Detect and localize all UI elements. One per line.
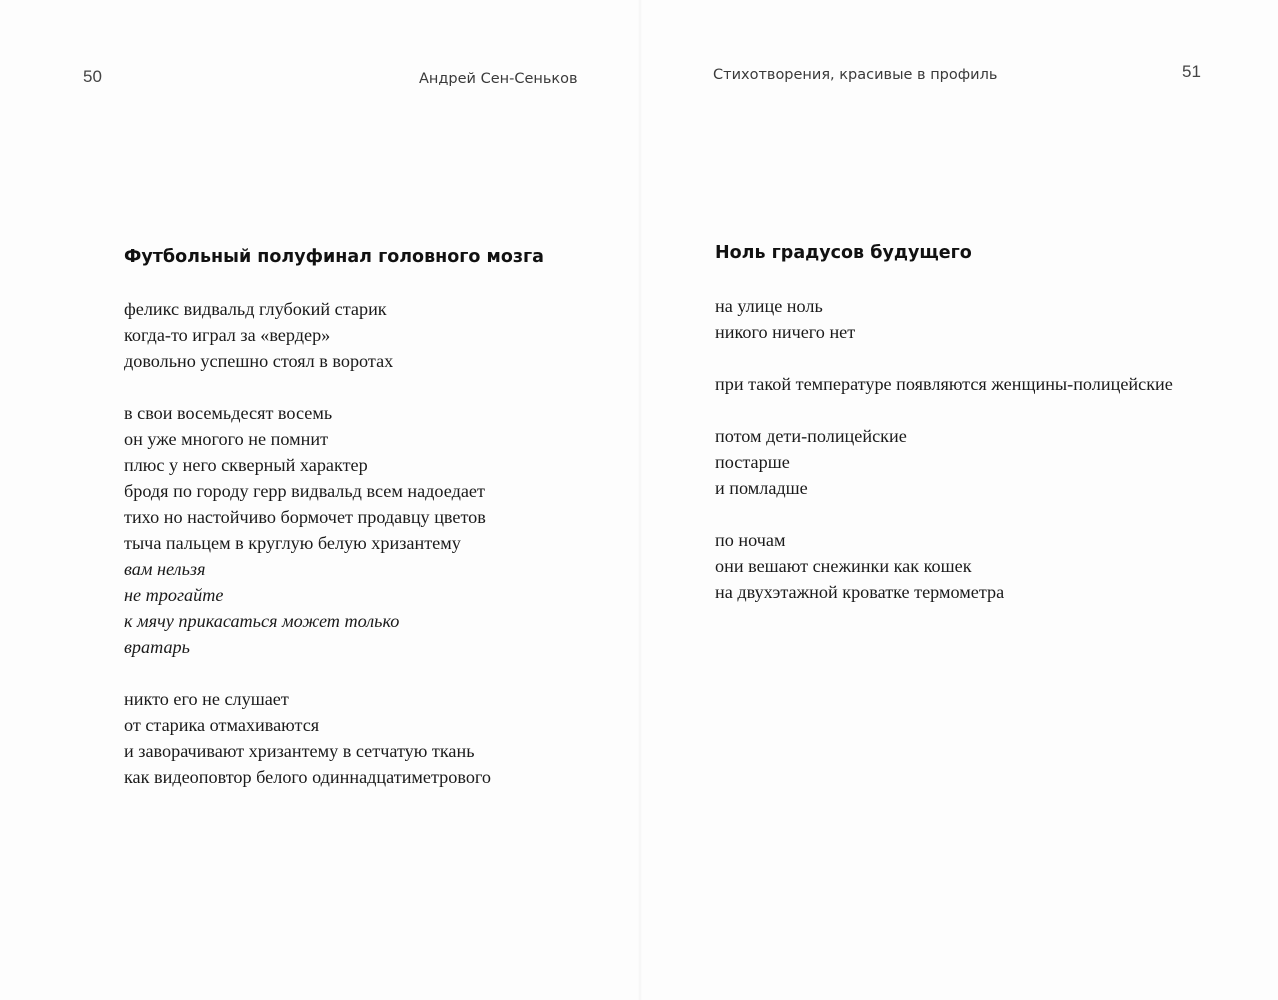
stanza xyxy=(715,371,1173,397)
poem-line: тыча пальцем в круглую белую хризантему xyxy=(124,533,461,553)
poem-line: к мячу прикасаться может только xyxy=(124,611,400,631)
poem-line: бродя по городу герр видвальд всем надоедает xyxy=(124,481,485,501)
poem-line: плюс у него скверный характер xyxy=(124,455,368,475)
poem-line: они вешают снежинки как кошек xyxy=(715,556,972,576)
poem-line: на улице ноль xyxy=(715,296,823,316)
right-page xyxy=(640,0,1278,1000)
poem-line: не трогайте xyxy=(124,585,224,605)
stanza xyxy=(124,686,491,790)
stanza xyxy=(715,423,1173,501)
poem-line: когда-то играл за «вердер» xyxy=(124,325,331,345)
poem-line: от старика отмахиваются xyxy=(124,715,320,735)
poem-body xyxy=(715,293,1173,631)
poem-line: он уже многого не помнит xyxy=(124,429,329,449)
poem-line: феликс видвальд глубокий старик xyxy=(124,299,387,319)
poem-body xyxy=(124,296,491,816)
poem-line: тихо но настойчиво бормочет продавцу цветов xyxy=(124,507,486,527)
poem-title: Ноль градусов будущего xyxy=(715,243,972,263)
poem-line: постарше xyxy=(715,452,790,472)
poem-line: при такой температуре появляются женщины-полицейские xyxy=(715,374,1173,394)
stanza xyxy=(715,527,1173,605)
poem-line: довольно успешно стоял в воротах xyxy=(124,351,394,371)
poem-line: и заворачивают хризантему в сетчатую ткань xyxy=(124,741,475,761)
poem-line: по ночам xyxy=(715,530,786,550)
poem-line: на двухэтажной кроватке термометра xyxy=(715,582,1005,602)
stanza xyxy=(124,400,491,660)
running-head-book-title: Стихотворения, красивые в профиль xyxy=(713,67,998,83)
poem-line: никого ничего нет xyxy=(715,322,856,342)
page-number: 51 xyxy=(1182,62,1201,81)
poem-line: вам нельзя xyxy=(124,559,206,579)
poem-line: потом дети-полицейские xyxy=(715,426,907,446)
stanza xyxy=(124,296,491,374)
poem-line: вратарь xyxy=(124,637,190,657)
poem-line: и помладше xyxy=(715,478,808,498)
page-number: 50 xyxy=(83,67,102,86)
poem-line: как видеоповтор белого одиннадцатиметрового xyxy=(124,767,492,787)
poem-line: никто его не слушает xyxy=(124,689,289,709)
poem-line: в свои восемьдесят восемь xyxy=(124,403,333,423)
stanza xyxy=(715,293,1173,345)
running-head-author: Андрей Сен-Сеньков xyxy=(419,71,578,87)
poem-title: Футбольный полуфинал головного мозга xyxy=(124,247,544,267)
